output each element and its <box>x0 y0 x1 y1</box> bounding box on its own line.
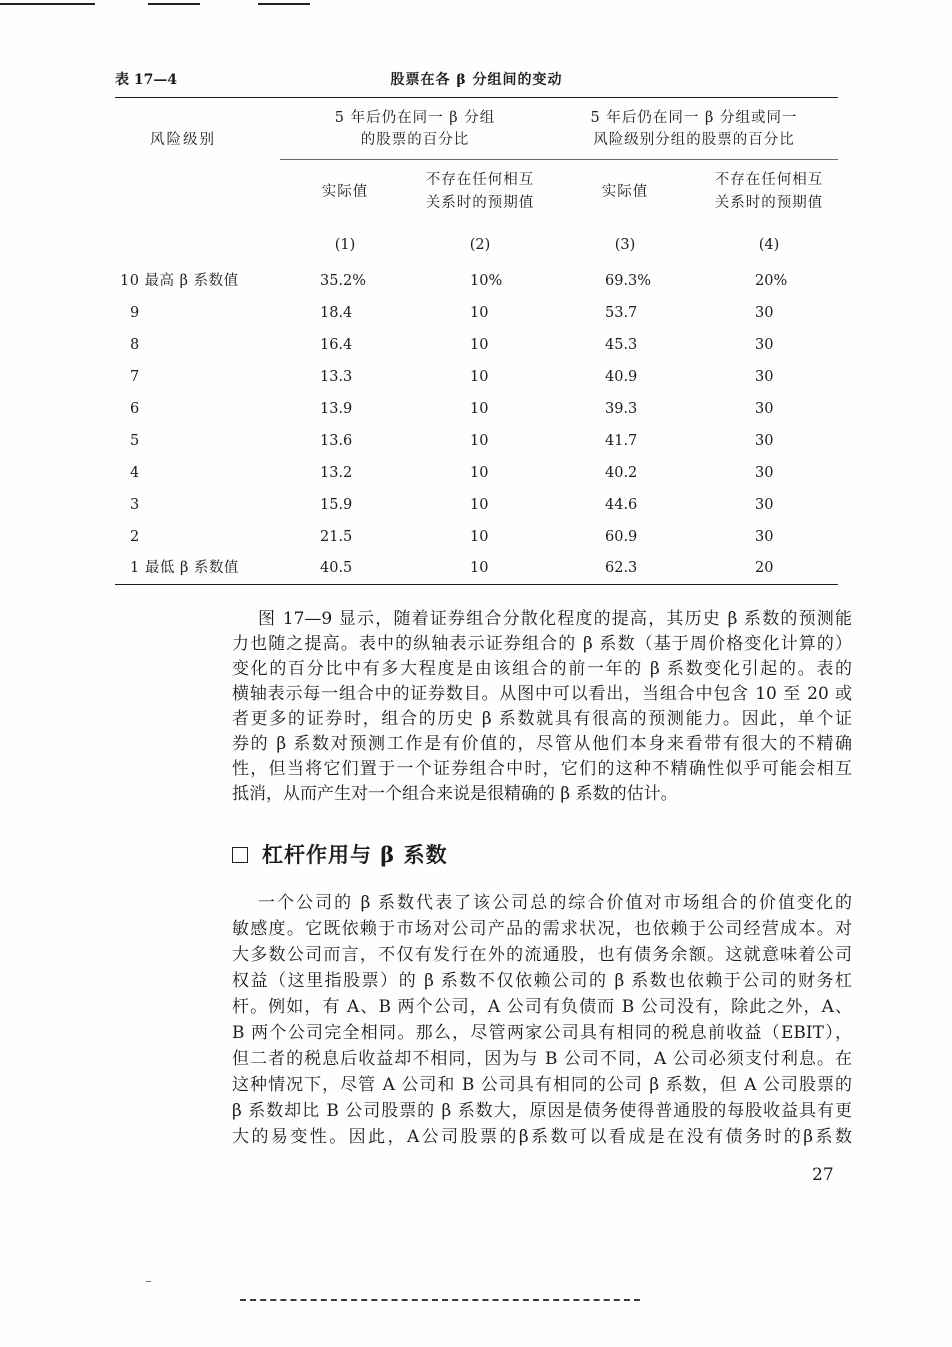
expected-pct-same-group-or-level: 30 <box>755 368 774 385</box>
sub-header-actual <box>280 160 410 225</box>
expected-pct-same-group-or-level: 30 <box>755 304 774 321</box>
group-header-same-group <box>280 98 550 160</box>
text-line: 杆。例如，有 A、B 两个公司，A 公司有负债而 B 公司没有，除此之外，A、 <box>232 997 852 1017</box>
actual-pct-same-group-or-level: 45.3 <box>605 336 638 353</box>
expected-pct-same-group: 10% <box>470 272 503 289</box>
text-line: 图 17—9 显示，随着证券组合分散化程度的提高，其历史 β 系数的预测能 <box>258 609 852 629</box>
expected-pct-same-group: 10 <box>470 304 489 321</box>
scan-mark <box>240 1299 640 1301</box>
expected-pct-same-group: 10 <box>470 432 489 449</box>
scan-mark <box>0 3 95 5</box>
actual-pct-same-group: 40.5 <box>320 560 353 577</box>
actual-pct-same-group-or-level: 44.6 <box>605 496 638 513</box>
actual-pct-same-group-or-level: 60.9 <box>605 528 638 545</box>
risk-level-label: 10 最高 β 系数值 <box>120 272 239 289</box>
actual-pct-same-group: 13.9 <box>320 400 353 417</box>
actual-pct-same-group: 16.4 <box>320 336 353 353</box>
table-number: 表 17—4 <box>115 72 178 88</box>
column-number: (4) <box>758 236 780 253</box>
actual-pct-same-group-or-level: 40.2 <box>605 464 638 481</box>
risk-level-label: 6 <box>130 400 140 417</box>
text-line: 敏感度。它既依赖于市场对公司产品的需求状况，也依赖于公司经营成本。对 <box>232 919 852 939</box>
actual-pct-same-group: 35.2% <box>320 272 367 289</box>
expected-pct-same-group: 10 <box>470 400 489 417</box>
sub-header-expected <box>410 160 550 225</box>
table-row <box>115 361 838 393</box>
scan-mark <box>258 3 310 5</box>
expected-pct-same-group-or-level: 30 <box>755 336 774 353</box>
text-line: 券的 β 系数对预测工作是有价值的，尽管从他们本身来看带有很大的不精确 <box>232 734 852 754</box>
text-line: 力也随之提高。表中的纵轴表示证券组合的 β 系数（基于周价格变化计算的） <box>232 634 852 654</box>
column-number-row <box>115 225 838 265</box>
empty-header-cell <box>115 225 280 265</box>
expected-pct-same-group: 10 <box>470 464 489 481</box>
text-line: 大的易变性。因此，A公司股票的β系数可以看成是在没有债务时的β系数 <box>232 1127 852 1147</box>
risk-level-label: 9 <box>130 304 140 321</box>
column-number: (1) <box>334 236 356 253</box>
sub-header-actual <box>550 160 700 225</box>
table-row <box>115 425 838 457</box>
header-line: 的股票的百分比 <box>360 131 470 148</box>
text-line: 大多数公司而言，不仅有发行在外的流通股，也有债务余额。这就意味着公司 <box>232 945 852 965</box>
header-line: 5 年后仍在同一 β 分组 <box>334 109 496 126</box>
risk-level-label: 8 <box>130 336 140 353</box>
header-line: 关系时的预期值 <box>714 195 824 212</box>
scan-speck <box>146 1281 151 1282</box>
table-title: 股票在各 β 分组间的变动 <box>390 72 563 88</box>
expected-pct-same-group-or-level: 30 <box>755 432 774 449</box>
text-line: 性，但当将它们置于一个证券组合中时，它们的这种不精确性似乎可能会相互 <box>232 759 852 779</box>
text-line: 权益（这里指股票）的 β 系数不仅依赖公司的 β 系数也依赖于公司的财务杠 <box>232 971 852 991</box>
expected-pct-same-group-or-level: 30 <box>755 400 774 417</box>
text-line: 但二者的税息后收益却不相同，因为与 B 公司不同，A 公司必须支付利息。在 <box>232 1049 852 1069</box>
table-group-header-row <box>115 98 838 160</box>
expected-pct-same-group: 10 <box>470 368 489 385</box>
expected-pct-same-group-or-level: 30 <box>755 496 774 513</box>
section-title: 杠杆作用与 β 系数 <box>262 842 448 867</box>
table-row <box>115 393 838 425</box>
actual-pct-same-group-or-level: 41.7 <box>605 432 638 449</box>
actual-pct-same-group-or-level: 69.3% <box>605 272 652 289</box>
table-row <box>115 489 838 521</box>
square-bullet-icon <box>232 847 248 863</box>
empty-header-cell <box>115 160 280 225</box>
header-line: 关系时的预期值 <box>425 195 535 212</box>
actual-pct-same-group: 21.5 <box>320 528 353 545</box>
risk-level-label: 3 <box>130 496 140 513</box>
actual-pct-same-group: 18.4 <box>320 304 353 321</box>
table-row <box>115 457 838 489</box>
expected-pct-same-group: 10 <box>470 336 489 353</box>
expected-pct-same-group-or-level: 20% <box>755 272 788 289</box>
expected-pct-same-group-or-level: 30 <box>755 464 774 481</box>
text-line: 这种情况下，尽管 A 公司和 B 公司具有相同的公司 β 系数，但 A 公司股票的 <box>232 1075 852 1095</box>
table-row <box>115 521 838 553</box>
header-line: 不存在任何相互 <box>425 172 535 189</box>
expected-pct-same-group: 10 <box>470 496 489 513</box>
risk-level-label: 1 最低 β 系数值 <box>130 560 239 577</box>
text-line: 变化的百分比中有多大程度是由该组合的前一年的 β 系数变化引起的。表的 <box>232 659 852 679</box>
table-sub-header-row <box>115 160 838 225</box>
expected-pct-same-group: 10 <box>470 528 489 545</box>
table-row <box>115 329 838 361</box>
actual-pct-same-group: 15.9 <box>320 496 353 513</box>
actual-pct-same-group: 13.3 <box>320 368 353 385</box>
paragraph-1 <box>232 607 852 807</box>
risk-level-header: 风险级别 <box>150 131 216 148</box>
text-line: B 两个公司完全相同。那么，尽管两家公司具有相同的税息前收益（EBIT）， <box>232 1023 852 1043</box>
expected-pct-same-group-or-level: 30 <box>755 528 774 545</box>
header-line: 不存在任何相互 <box>714 172 824 189</box>
risk-level-label: 7 <box>130 368 140 385</box>
scan-mark <box>148 3 200 5</box>
actual-pct-same-group: 13.6 <box>320 432 353 449</box>
header-line: 实际值 <box>601 183 649 200</box>
table-caption <box>115 69 838 91</box>
column-number: (3) <box>614 236 636 253</box>
table-row <box>115 297 838 329</box>
actual-pct-same-group-or-level: 39.3 <box>605 400 638 417</box>
section-heading <box>232 842 448 868</box>
beta-group-table <box>115 97 838 585</box>
actual-pct-same-group-or-level: 53.7 <box>605 304 638 321</box>
sub-header-expected <box>700 160 838 225</box>
text-line: 一个公司的 β 系数代表了该公司总的综合价值对市场组合的价值变化的 <box>258 893 852 913</box>
text-line: 抵消，从而产生对一个组合来说是很精确的 β 系数的估计。 <box>232 784 678 804</box>
actual-pct-same-group: 13.2 <box>320 464 353 481</box>
text-line: 者更多的证券时，组合的历史 β 系数就具有很高的预测能力。因此，单个证 <box>232 709 852 729</box>
paragraph-2 <box>232 890 852 1150</box>
header-line: 5 年后仍在同一 β 分组或同一 <box>590 109 798 126</box>
column-number: (2) <box>469 236 491 253</box>
table-row <box>115 553 838 585</box>
actual-pct-same-group-or-level: 62.3 <box>605 560 638 577</box>
table-row <box>115 265 838 297</box>
text-line: 横轴表示每一组合中的证券数目。从图中可以看出，当组合中包含 10 至 20 或 <box>232 684 852 704</box>
risk-level-label: 5 <box>130 432 140 449</box>
actual-pct-same-group-or-level: 40.9 <box>605 368 638 385</box>
text-line: β 系数却比 B 公司股票的 β 系数大，原因是债务使得普通股的每股收益具有更 <box>232 1101 852 1121</box>
risk-level-label: 4 <box>130 464 140 481</box>
risk-level-label: 2 <box>130 528 140 545</box>
expected-pct-same-group-or-level: 20 <box>755 560 774 577</box>
header-line: 实际值 <box>321 183 369 200</box>
expected-pct-same-group: 10 <box>470 560 489 577</box>
header-line: 风险级别分组的股票的百分比 <box>593 131 795 148</box>
page-number: 27 <box>812 1165 834 1185</box>
group-header-same-group-or-level <box>550 98 838 160</box>
